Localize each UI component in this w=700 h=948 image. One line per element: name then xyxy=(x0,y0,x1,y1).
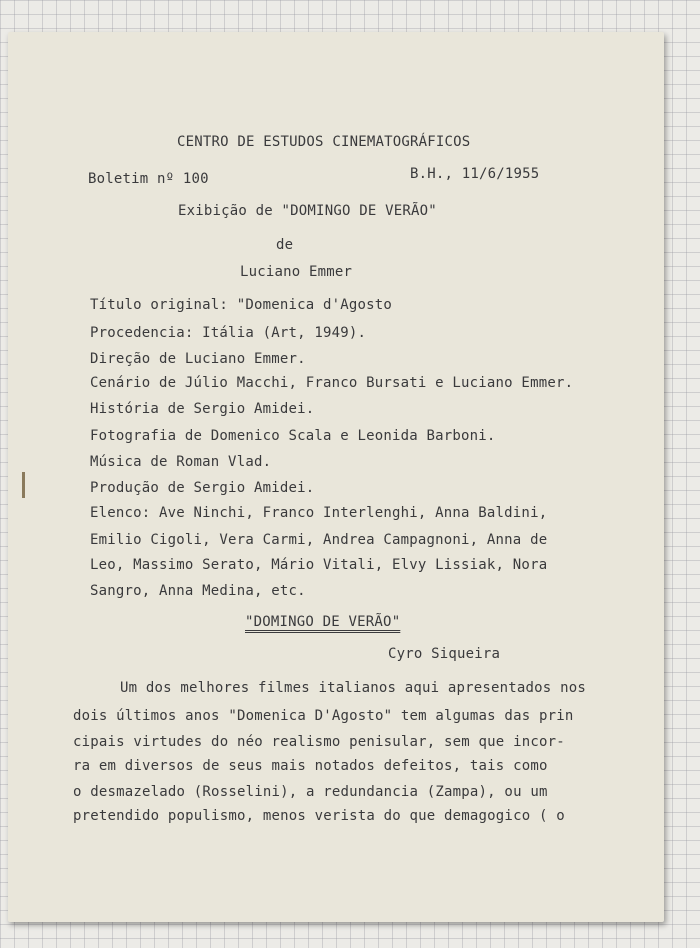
credit-line: Título original: "Domenica d'Agosto xyxy=(90,297,393,313)
credit-line: Procedencia: Itália (Art, 1949). xyxy=(90,325,367,341)
credit-line: Fotografia de Domenico Scala e Leonida Barboni. xyxy=(90,428,496,444)
bulletin-number: Boletim nº 100 xyxy=(88,171,209,187)
screening-title: Exibição de "DOMINGO DE VERÃO" xyxy=(178,203,437,219)
article-author: Cyro Siqueira xyxy=(388,646,501,662)
article-title: "DOMINGO DE VERÃO" xyxy=(245,614,401,630)
article-line: dois últimos anos "Domenica D'Agosto" tem algumas das prin xyxy=(73,708,574,724)
credit-line: Elenco: Ave Ninchi, Franco Interlenghi, Anna Baldini, xyxy=(90,505,548,521)
place-date: B.H., 11/6/1955 xyxy=(410,166,540,182)
credit-line: Produção de Sergio Amidei. xyxy=(90,480,315,496)
article-line: o desmazelado (Rosselini), a redundancia (Zampa), ou um xyxy=(73,784,548,800)
credit-line: Sangro, Anna Medina, etc. xyxy=(90,583,306,599)
article-line: pretendido populismo, menos verista do que demagogico ( o xyxy=(73,808,565,824)
article-line: Um dos melhores filmes italianos aqui apresentados nos xyxy=(120,680,586,696)
credit-line: Cenário de Júlio Macchi, Franco Bursati e Luciano Emmer. xyxy=(90,375,574,391)
institution-heading: CENTRO DE ESTUDOS CINEMATOGRÁFICOS xyxy=(177,134,471,150)
article-line: cipais virtudes do néo realismo penisular, sem que incor- xyxy=(73,734,565,750)
director-name: Luciano Emmer xyxy=(240,264,353,280)
punch-mark xyxy=(22,472,25,498)
by-word: de xyxy=(276,237,294,253)
credit-line: História de Sergio Amidei. xyxy=(90,401,315,417)
credit-line: Emilio Cigoli, Vera Carmi, Andrea Campagnoni, Anna de xyxy=(90,532,548,548)
article-line: ra em diversos de seus mais notados defeitos, tais como xyxy=(73,758,548,774)
credit-line: Direção de Luciano Emmer. xyxy=(90,351,306,367)
credit-line: Música de Roman Vlad. xyxy=(90,454,272,470)
credit-line: Leo, Massimo Serato, Mário Vitali, Elvy Lissiak, Nora xyxy=(90,557,548,573)
